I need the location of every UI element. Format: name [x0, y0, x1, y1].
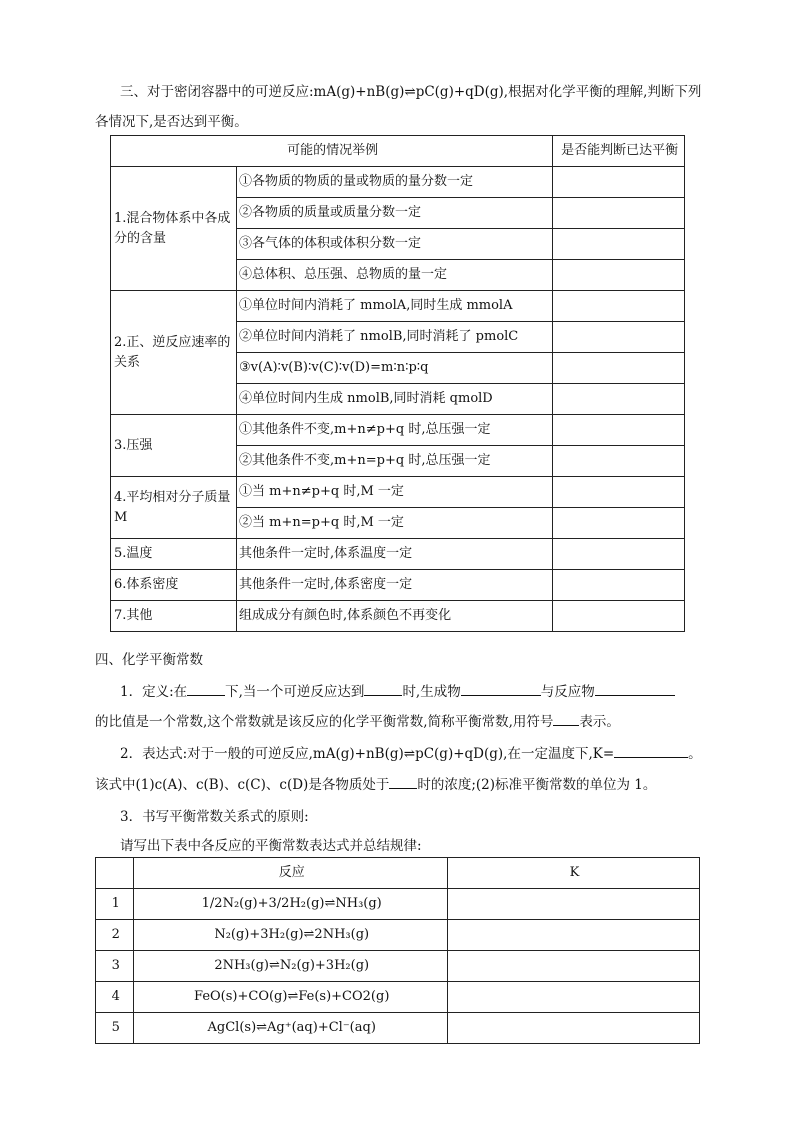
item-cell: 其他条件一定时,体系密度一定	[237, 570, 553, 601]
header-example: 可能的情况举例	[111, 136, 553, 167]
header-no	[96, 858, 134, 889]
answer-cell[interactable]	[553, 415, 685, 446]
item-cell: ③v(A)∶v(B)∶v(C)∶v(D)=m∶n∶p∶q	[237, 353, 553, 384]
row-number: 5	[96, 1013, 134, 1044]
table-row	[96, 1013, 700, 1044]
section3-intro-line1: 三、对于密闭容器中的可逆反应:mA(g)+nB(g)⇌pC(g)+qD(g),根据对化学平衡的理解,判断下列	[120, 84, 702, 100]
blank-symbol[interactable]	[553, 711, 579, 726]
table-row	[96, 982, 700, 1013]
table-row	[96, 889, 700, 920]
definition-line	[120, 680, 675, 700]
item-cell: ④总体积、总压强、总物质的量一定	[237, 260, 553, 291]
section3-intro-line2: 各情况下,是否达到平衡。	[95, 114, 248, 130]
item-cell: ①各物质的物质的量或物质的量分数一定	[237, 167, 553, 198]
reaction-cell: FeO(s)+CO(g)⇌Fe(s)+CO2(g)	[134, 982, 448, 1013]
answer-cell[interactable]	[553, 477, 685, 508]
table-row	[111, 291, 685, 322]
answer-cell[interactable]	[553, 198, 685, 229]
answer-cell[interactable]	[553, 353, 685, 384]
k-answer-cell[interactable]	[448, 920, 700, 951]
category-cell: 5.温度	[111, 539, 237, 570]
equilibrium-constant-table	[95, 857, 700, 1044]
header-judge: 是否能判断已达平衡	[553, 136, 685, 167]
item-cell: ①单位时间内消耗了 mmolA,同时生成 mmolA	[237, 291, 553, 322]
item-cell: 其他条件一定时,体系温度一定	[237, 539, 553, 570]
def-text-b: 下,当一个可逆反应达到	[225, 684, 365, 700]
table-row	[111, 477, 685, 508]
answer-cell[interactable]	[553, 539, 685, 570]
rule-title: 3．书写平衡常数关系式的原则:	[120, 809, 309, 825]
item-cell: ②各物质的质量或质量分数一定	[237, 198, 553, 229]
k-answer-cell[interactable]	[448, 889, 700, 920]
blank-reactants[interactable]	[595, 681, 675, 696]
reaction-cell: AgCl(s)⇌Ag⁺(aq)+Cl⁻(aq)	[134, 1013, 448, 1044]
blank-state[interactable]	[364, 681, 402, 696]
k-answer-cell[interactable]	[448, 982, 700, 1013]
item-cell: ②当 m+n=p+q 时,M 一定	[237, 508, 553, 539]
category-cell: 7.其他	[111, 601, 237, 632]
def-text-e: 的比值是一个常数,这个常数就是该反应的化学平衡常数,简称平衡常数,用符号	[95, 714, 554, 730]
category-cell: 6.体系密度	[111, 570, 237, 601]
blank-condition[interactable]	[187, 681, 225, 696]
expression-line	[120, 742, 702, 762]
row-number: 3	[96, 951, 134, 982]
table-row	[96, 951, 700, 982]
answer-cell[interactable]	[553, 291, 685, 322]
table-row	[111, 415, 685, 446]
table-header-row	[96, 858, 700, 889]
row-number: 2	[96, 920, 134, 951]
expr-text-a: 2．表达式:对于一般的可逆反应,mA(g)+nB(g)⇌pC(g)+qD(g),在一定温度下,K=	[120, 746, 615, 762]
category-cell: 1.混合物体系中各成分的含量	[111, 167, 237, 291]
table-row	[111, 601, 685, 632]
answer-cell[interactable]	[553, 384, 685, 415]
answer-cell[interactable]	[553, 601, 685, 632]
expression-line-2	[95, 773, 656, 793]
category-cell: 3.压强	[111, 415, 237, 477]
expr2-text-b: 时的浓度;(2)标准平衡常数的单位为 1。	[417, 777, 657, 793]
table-row	[96, 920, 700, 951]
answer-cell[interactable]	[553, 570, 685, 601]
category-cell: 4.平均相对分子质量 M	[111, 477, 237, 539]
answer-cell[interactable]	[553, 260, 685, 291]
answer-cell[interactable]	[553, 508, 685, 539]
item-cell: ④单位时间内生成 nmolB,同时消耗 qmolD	[237, 384, 553, 415]
table-row	[111, 570, 685, 601]
reaction-cell: N₂(g)+3H₂(g)⇌2NH₃(g)	[134, 920, 448, 951]
rule-prompt: 请写出下表中各反应的平衡常数表达式并总结规律:	[120, 838, 422, 854]
reaction-cell: 1/2N₂(g)+3/2H₂(g)⇌NH₃(g)	[134, 889, 448, 920]
equilibrium-judgement-table	[110, 135, 685, 632]
table-header-row	[111, 136, 685, 167]
category-cell: 2.正、逆反应速率的关系	[111, 291, 237, 415]
blank-equilibrium[interactable]	[389, 774, 417, 789]
section4-title: 四、化学平衡常数	[95, 652, 203, 668]
expr-text-b: 。	[688, 746, 702, 762]
item-cell: ③各气体的体积或体积分数一定	[237, 229, 553, 260]
k-answer-cell[interactable]	[448, 1013, 700, 1044]
answer-cell[interactable]	[553, 167, 685, 198]
header-reaction: 反应	[134, 858, 448, 889]
item-cell: ①当 m+n≠p+q 时,M 一定	[237, 477, 553, 508]
def-text-a: 1．定义:在	[120, 684, 188, 700]
def-text-f: 表示。	[579, 714, 620, 730]
item-cell: ①其他条件不变,m+n≠p+q 时,总压强一定	[237, 415, 553, 446]
row-number: 1	[96, 889, 134, 920]
blank-k-expression[interactable]	[614, 743, 688, 758]
k-answer-cell[interactable]	[448, 951, 700, 982]
table-row	[111, 539, 685, 570]
definition-line-2	[95, 710, 620, 730]
def-text-d: 与反应物	[540, 684, 595, 700]
table-row	[111, 167, 685, 198]
def-text-c: 时,生成物	[402, 684, 461, 700]
answer-cell[interactable]	[553, 322, 685, 353]
answer-cell[interactable]	[553, 446, 685, 477]
item-cell: ②单位时间内消耗了 nmolB,同时消耗了 pmolC	[237, 322, 553, 353]
expr2-text-a: 该式中(1)c(A)、c(B)、c(C)、c(D)是各物质处于	[95, 777, 390, 793]
item-cell: ②其他条件不变,m+n=p+q 时,总压强一定	[237, 446, 553, 477]
row-number: 4	[96, 982, 134, 1013]
answer-cell[interactable]	[553, 229, 685, 260]
item-cell: 组成成分有颜色时,体系颜色不再变化	[237, 601, 553, 632]
reaction-cell: 2NH₃(g)⇌N₂(g)+3H₂(g)	[134, 951, 448, 982]
header-k: K	[448, 858, 700, 889]
blank-products[interactable]	[461, 681, 541, 696]
